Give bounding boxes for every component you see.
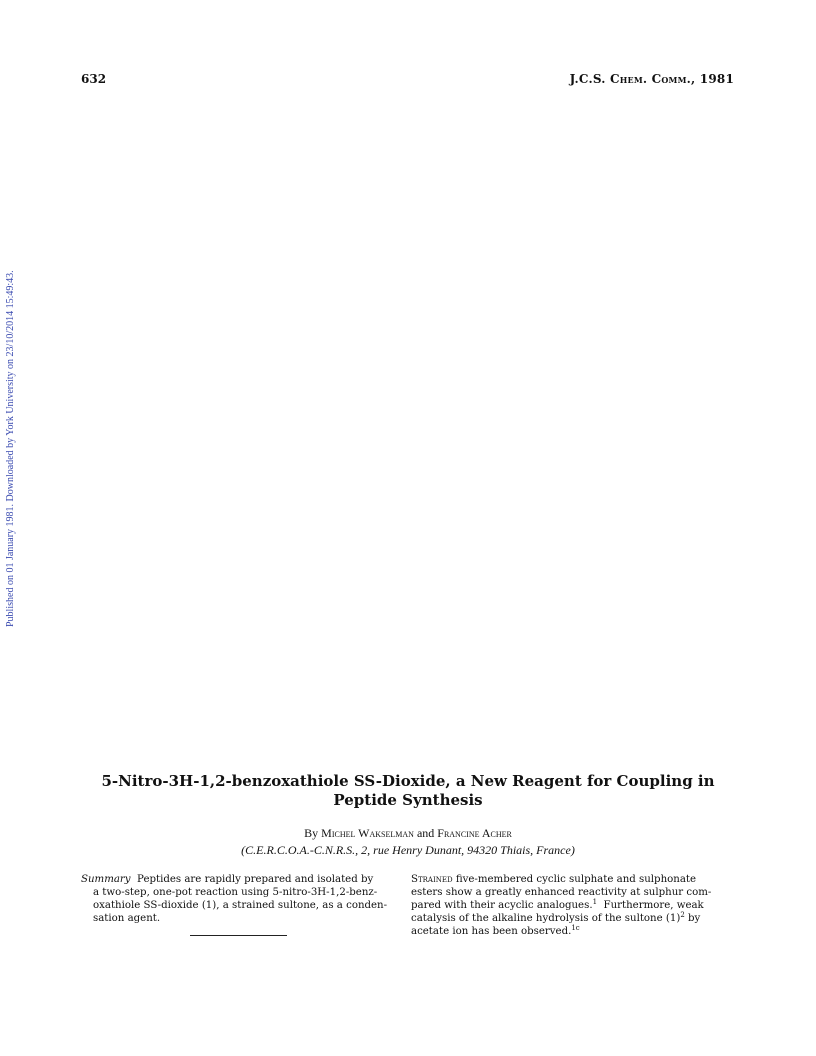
title-line-1: 5-Nitro-3H-1,2-benzoxathiole SS-Dioxide, a New Reagent for Coupling in (101, 772, 715, 790)
summary-line-2: a two-step, one-pot reaction using 5-nitro-3H-1,2-benz- (93, 887, 378, 898)
summary-label: Summary (81, 874, 131, 885)
summary-block (81, 873, 399, 925)
and-label: and (416, 826, 435, 840)
body-line-2: esters show a greatly enhanced reactivity at sulphur com- (411, 887, 712, 898)
body-line-1 (411, 873, 737, 886)
by-label: By (304, 826, 319, 840)
author-line (80, 826, 736, 841)
summary-text-1: Peptides are rapidly prepared and isolated by (137, 874, 374, 885)
download-watermark: Published on 01 January 1981. Downloaded by York University on 23/10/2014 15:49:43. (5, 270, 16, 627)
affiliation: (C.E.R.C.O.A.-C.N.R.S., 2, rue Henry Dunant, 94320 Thiais, France) (241, 843, 575, 857)
body-line-5 (411, 925, 737, 938)
ref-2: 2 (680, 911, 685, 919)
lead-word: Strained (411, 874, 453, 885)
summary-line-3: oxathiole SS-dioxide (1), a strained sultone, as a conden- (93, 900, 388, 911)
body-line-3 (411, 899, 737, 912)
journal-header (570, 72, 734, 86)
body-text-5: acetate ion has been observed. (411, 926, 572, 937)
page-number: 632 (81, 72, 107, 86)
article-title (80, 772, 736, 810)
ref-3: 1c (571, 924, 580, 932)
body-text-3: pared with their acyclic analogues. (411, 900, 593, 911)
journal-name: J.C.S. Chem. Comm., 1981 (569, 72, 734, 86)
body-text-1: five-membered cyclic sulphate and sulphonate (455, 874, 697, 885)
body-text (411, 873, 737, 938)
title-line-2: Peptide Synthesis (333, 791, 483, 809)
ref-1: 1 (592, 898, 598, 906)
author-1: Michel Wakselman (321, 826, 414, 840)
summary-line-1 (81, 873, 399, 886)
body-text-4: catalysis of the alkaline hydrolysis of the sultone (1) (411, 913, 681, 924)
body-text-3b: Furthermore, weak (603, 900, 704, 911)
body-text-4b: by (688, 913, 701, 924)
section-divider (190, 935, 287, 936)
author-2: Francine Acher (437, 826, 512, 840)
summary-line-4: sation agent. (93, 913, 161, 924)
